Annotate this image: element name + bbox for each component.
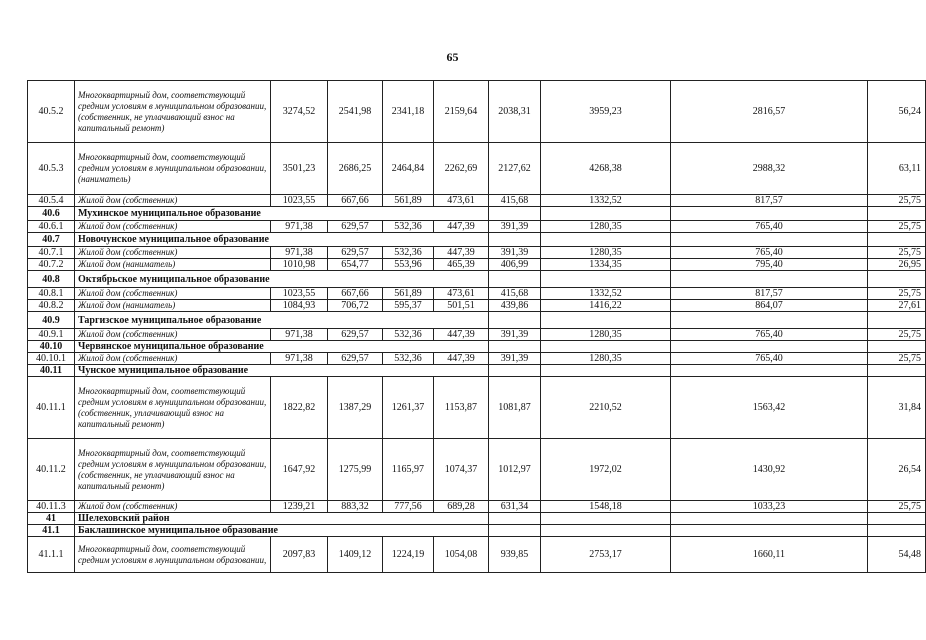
value-cell: 1280,35: [541, 247, 671, 259]
value-cell: 765,40: [671, 329, 868, 341]
row-code: 40.8.1: [28, 288, 75, 300]
value-cell: 971,38: [271, 353, 328, 365]
row-description: Жилой дом (собственник): [75, 195, 271, 207]
empty-cell: [541, 513, 671, 525]
value-cell: 1332,52: [541, 288, 671, 300]
value-cell: 629,57: [328, 353, 383, 365]
value-cell: 561,89: [383, 195, 434, 207]
value-cell: 595,37: [383, 300, 434, 312]
row-description: Многоквартирный дом, соответствующий средним условиям в муниципальном образовании, (собственник, уплачивающий взнос на капитальный ремонт): [75, 377, 271, 439]
value-cell: 532,36: [383, 221, 434, 233]
row-description: Многоквартирный дом, соответствующий средним условиям в муниципальном образовании, (наниматель): [75, 143, 271, 195]
row-code: 41.1.1: [28, 537, 75, 573]
table-row: [28, 377, 926, 439]
empty-cell: [489, 365, 541, 377]
row-description: Жилой дом (собственник): [75, 221, 271, 233]
value-cell: 1023,55: [271, 288, 328, 300]
value-cell: 765,40: [671, 221, 868, 233]
row-code: 40.5.2: [28, 81, 75, 143]
value-cell: 56,24: [868, 81, 926, 143]
value-cell: 864,07: [671, 300, 868, 312]
row-description: Жилой дом (собственник): [75, 247, 271, 259]
row-code: 40.6.1: [28, 221, 75, 233]
section-row: [28, 233, 926, 247]
value-cell: 765,40: [671, 247, 868, 259]
value-cell: 883,32: [328, 501, 383, 513]
value-cell: 2541,98: [328, 81, 383, 143]
value-cell: 971,38: [271, 329, 328, 341]
value-cell: 1332,52: [541, 195, 671, 207]
empty-cell: [671, 365, 868, 377]
empty-cell: [541, 365, 671, 377]
value-cell: 667,66: [328, 288, 383, 300]
section-title: Новочунское муниципальное образование: [75, 233, 489, 247]
value-cell: 777,56: [383, 501, 434, 513]
empty-cell: [541, 525, 671, 537]
empty-cell: [489, 271, 541, 288]
value-cell: 25,75: [868, 221, 926, 233]
row-code: 41: [28, 513, 75, 525]
value-cell: 971,38: [271, 221, 328, 233]
value-cell: 629,57: [328, 247, 383, 259]
value-cell: 2127,62: [489, 143, 541, 195]
value-cell: 1563,42: [671, 377, 868, 439]
value-cell: 971,38: [271, 247, 328, 259]
empty-cell: [541, 312, 671, 329]
table-row: [28, 501, 926, 513]
section-title: Октябрьское муниципальное образование: [75, 271, 489, 288]
empty-cell: [868, 341, 926, 353]
value-cell: 2097,83: [271, 537, 328, 573]
row-code: 40.9: [28, 312, 75, 329]
value-cell: 654,77: [328, 259, 383, 271]
row-code: 40.5.4: [28, 195, 75, 207]
value-cell: 25,75: [868, 195, 926, 207]
value-cell: 439,86: [489, 300, 541, 312]
value-cell: 631,34: [489, 501, 541, 513]
value-cell: 1334,35: [541, 259, 671, 271]
row-description: Жилой дом (наниматель): [75, 259, 271, 271]
value-cell: 2341,18: [383, 81, 434, 143]
value-cell: 415,68: [489, 195, 541, 207]
value-cell: 501,51: [434, 300, 489, 312]
value-cell: 2988,32: [671, 143, 868, 195]
value-cell: 1023,55: [271, 195, 328, 207]
value-cell: 1239,21: [271, 501, 328, 513]
table-row: [28, 537, 926, 573]
value-cell: 1822,82: [271, 377, 328, 439]
row-code: 40.11.2: [28, 439, 75, 501]
table-row: [28, 221, 926, 233]
section-row: [28, 365, 926, 377]
empty-cell: [489, 207, 541, 221]
value-cell: 1084,93: [271, 300, 328, 312]
value-cell: 817,57: [671, 195, 868, 207]
value-cell: 532,36: [383, 247, 434, 259]
value-cell: 2159,64: [434, 81, 489, 143]
value-cell: 1409,12: [328, 537, 383, 573]
empty-cell: [541, 341, 671, 353]
row-code: 40.9.1: [28, 329, 75, 341]
value-cell: 795,40: [671, 259, 868, 271]
empty-cell: [541, 207, 671, 221]
value-cell: 27,61: [868, 300, 926, 312]
value-cell: 25,75: [868, 247, 926, 259]
section-title: Мухинское муниципальное образование: [75, 207, 489, 221]
row-description: Многоквартирный дом, соответствующий средним условиям в муниципальном образовании, (собственник, не уплачивающий взнос на капитальный ремонт): [75, 439, 271, 501]
table-row: [28, 195, 926, 207]
empty-cell: [489, 312, 541, 329]
value-cell: 532,36: [383, 329, 434, 341]
value-cell: 391,39: [489, 329, 541, 341]
value-cell: 54,48: [868, 537, 926, 573]
empty-cell: [489, 341, 541, 353]
table-row: [28, 353, 926, 365]
value-cell: 2210,52: [541, 377, 671, 439]
value-cell: 4268,38: [541, 143, 671, 195]
value-cell: 629,57: [328, 329, 383, 341]
value-cell: 415,68: [489, 288, 541, 300]
empty-cell: [671, 525, 868, 537]
value-cell: 447,39: [434, 221, 489, 233]
row-description: Многоквартирный дом, соответствующий средним условиям в муниципальном образовании,: [75, 537, 271, 573]
value-cell: 447,39: [434, 247, 489, 259]
value-cell: 1010,98: [271, 259, 328, 271]
value-cell: 1074,37: [434, 439, 489, 501]
page-number: 65: [446, 50, 459, 64]
row-code: 40.7.1: [28, 247, 75, 259]
value-cell: 689,28: [434, 501, 489, 513]
row-description: Жилой дом (собственник): [75, 353, 271, 365]
row-code: 40.8.2: [28, 300, 75, 312]
table-row: [28, 247, 926, 259]
value-cell: 1416,22: [541, 300, 671, 312]
value-cell: 939,85: [489, 537, 541, 573]
value-cell: 25,75: [868, 501, 926, 513]
section-title: Чунское муниципальное образование: [75, 365, 489, 377]
value-cell: 25,75: [868, 329, 926, 341]
value-cell: 1033,23: [671, 501, 868, 513]
value-cell: 1165,97: [383, 439, 434, 501]
empty-cell: [671, 233, 868, 247]
value-cell: 765,40: [671, 353, 868, 365]
value-cell: 1275,99: [328, 439, 383, 501]
value-cell: 1012,97: [489, 439, 541, 501]
row-code: 40.7.2: [28, 259, 75, 271]
empty-cell: [671, 513, 868, 525]
row-code: 40.5.3: [28, 143, 75, 195]
section-title: Червянское муниципальное образование: [75, 341, 489, 353]
table-row: [28, 439, 926, 501]
value-cell: 2262,69: [434, 143, 489, 195]
value-cell: 2816,57: [671, 81, 868, 143]
value-cell: 1280,35: [541, 353, 671, 365]
empty-cell: [489, 525, 541, 537]
section-row: [28, 207, 926, 221]
table-row: [28, 329, 926, 341]
value-cell: 553,96: [383, 259, 434, 271]
row-code: 40.10.1: [28, 353, 75, 365]
table-row: [28, 259, 926, 271]
empty-cell: [868, 312, 926, 329]
row-code: 40.8: [28, 271, 75, 288]
section-row: [28, 341, 926, 353]
empty-cell: [671, 271, 868, 288]
value-cell: 447,39: [434, 329, 489, 341]
table-row: [28, 81, 926, 143]
value-cell: 406,99: [489, 259, 541, 271]
value-cell: 447,39: [434, 353, 489, 365]
value-cell: 561,89: [383, 288, 434, 300]
value-cell: 391,39: [489, 353, 541, 365]
section-row: [28, 271, 926, 288]
value-cell: 1224,19: [383, 537, 434, 573]
empty-cell: [489, 233, 541, 247]
row-code: 40.11.3: [28, 501, 75, 513]
value-cell: 25,75: [868, 353, 926, 365]
empty-cell: [868, 271, 926, 288]
table-row: [28, 288, 926, 300]
empty-cell: [541, 233, 671, 247]
empty-cell: [868, 365, 926, 377]
value-cell: 1153,87: [434, 377, 489, 439]
row-description: Жилой дом (собственник): [75, 329, 271, 341]
value-cell: 26,54: [868, 439, 926, 501]
value-cell: 3274,52: [271, 81, 328, 143]
row-code: 40.11: [28, 365, 75, 377]
value-cell: 465,39: [434, 259, 489, 271]
empty-cell: [671, 312, 868, 329]
value-cell: 532,36: [383, 353, 434, 365]
value-cell: 2686,25: [328, 143, 383, 195]
value-cell: 26,95: [868, 259, 926, 271]
row-description: Многоквартирный дом, соответствующий средним условиям в муниципальном образовании, (собственник, не уплачивающий взнос на капитальный ремонт): [75, 81, 271, 143]
value-cell: 1660,11: [671, 537, 868, 573]
empty-cell: [868, 207, 926, 221]
empty-cell: [489, 513, 541, 525]
empty-cell: [671, 341, 868, 353]
value-cell: 2753,17: [541, 537, 671, 573]
row-code: 40.6: [28, 207, 75, 221]
section-title: Таргизское муниципальное образование: [75, 312, 489, 329]
row-description: Жилой дом (собственник): [75, 501, 271, 513]
value-cell: 1430,92: [671, 439, 868, 501]
row-description: Жилой дом (наниматель): [75, 300, 271, 312]
value-cell: 667,66: [328, 195, 383, 207]
tariff-table: [27, 80, 926, 573]
table-row: [28, 300, 926, 312]
row-code: 40.11.1: [28, 377, 75, 439]
value-cell: 1548,18: [541, 501, 671, 513]
value-cell: 1387,29: [328, 377, 383, 439]
value-cell: 1280,35: [541, 329, 671, 341]
value-cell: 1261,37: [383, 377, 434, 439]
value-cell: 629,57: [328, 221, 383, 233]
value-cell: 473,61: [434, 195, 489, 207]
section-title: Баклашинское муниципальное образование: [75, 525, 489, 537]
value-cell: 473,61: [434, 288, 489, 300]
value-cell: 1972,02: [541, 439, 671, 501]
value-cell: 391,39: [489, 247, 541, 259]
value-cell: 817,57: [671, 288, 868, 300]
row-code: 41.1: [28, 525, 75, 537]
value-cell: 63,11: [868, 143, 926, 195]
value-cell: 2464,84: [383, 143, 434, 195]
section-row: [28, 312, 926, 329]
table-row: [28, 143, 926, 195]
section-row: [28, 525, 926, 537]
section-title: Шелеховский район: [75, 513, 489, 525]
empty-cell: [868, 525, 926, 537]
empty-cell: [671, 207, 868, 221]
row-description: Жилой дом (собственник): [75, 288, 271, 300]
value-cell: 391,39: [489, 221, 541, 233]
value-cell: 1081,87: [489, 377, 541, 439]
value-cell: 2038,31: [489, 81, 541, 143]
empty-cell: [541, 271, 671, 288]
value-cell: 3501,23: [271, 143, 328, 195]
value-cell: 25,75: [868, 288, 926, 300]
value-cell: 706,72: [328, 300, 383, 312]
section-row: [28, 513, 926, 525]
empty-cell: [868, 233, 926, 247]
value-cell: 31,84: [868, 377, 926, 439]
value-cell: 1280,35: [541, 221, 671, 233]
row-code: 40.7: [28, 233, 75, 247]
empty-cell: [868, 513, 926, 525]
value-cell: 1054,08: [434, 537, 489, 573]
row-code: 40.10: [28, 341, 75, 353]
value-cell: 1647,92: [271, 439, 328, 501]
value-cell: 3959,23: [541, 81, 671, 143]
